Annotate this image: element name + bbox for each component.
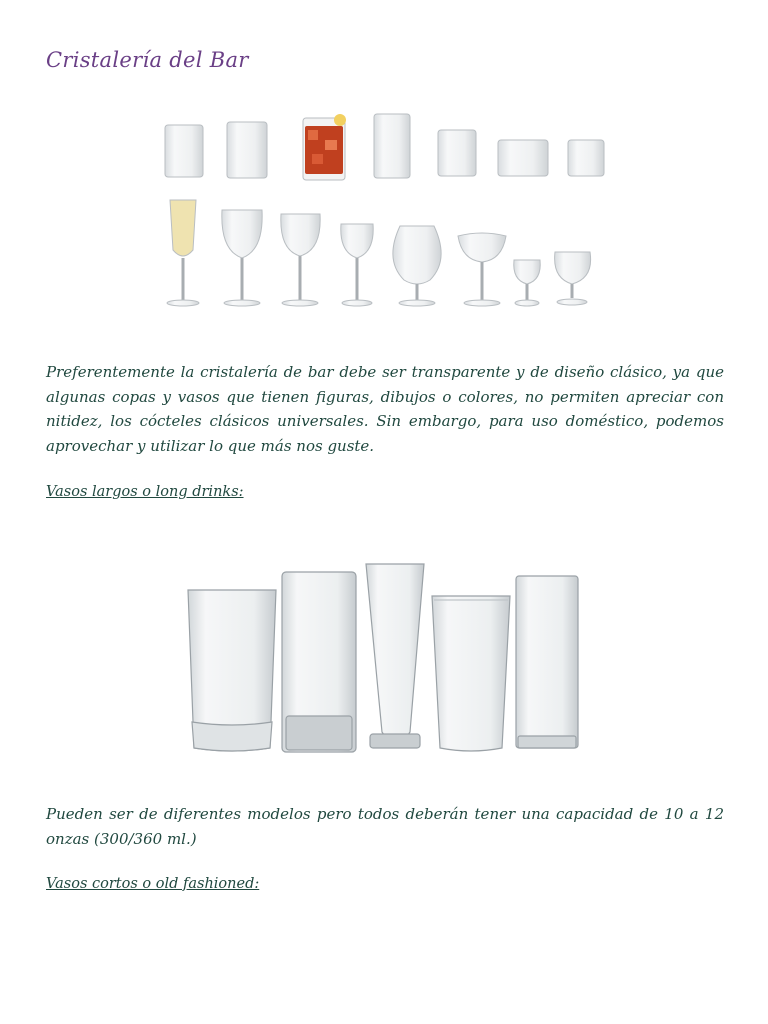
highball-glass	[188, 590, 276, 751]
page-title: Cristalería del Bar	[46, 48, 249, 72]
intro-paragraph: Preferentemente la cristalería de bar debe ser transparente y de diseño clásico, ya que algunas copas y vasos que tienen figuras, dibujos o colores, no permiten apreciar con nitidez, los cócteles clásicos universales. Sin embargo, para uso doméstico, podemos aprovechar y utilizar lo que más nos guste.	[46, 363, 724, 455]
champagne-flute	[167, 200, 199, 306]
tumbler-row	[165, 114, 604, 180]
stemware-row	[167, 200, 591, 306]
long-drinks-heading: Vasos largos o long drinks:	[46, 484, 244, 500]
glassware-collection-image	[150, 100, 620, 315]
hexagonal-tumbler	[282, 572, 356, 752]
long-drink-glasses-image	[178, 552, 590, 760]
long-drinks-paragraph: Pueden ser de diferentes modelos pero todos deberán tener una capacidad de 10 a 12 onzas (300/360 ml.)	[46, 805, 724, 848]
red-cocktail-glass	[303, 114, 346, 180]
pilsner-glass	[366, 564, 424, 748]
collins-glass	[516, 576, 578, 748]
brandy-snifter	[393, 226, 441, 306]
old-fashioned-heading: Vasos cortos o old fashioned:	[46, 876, 260, 892]
tapered-glass	[432, 596, 510, 751]
